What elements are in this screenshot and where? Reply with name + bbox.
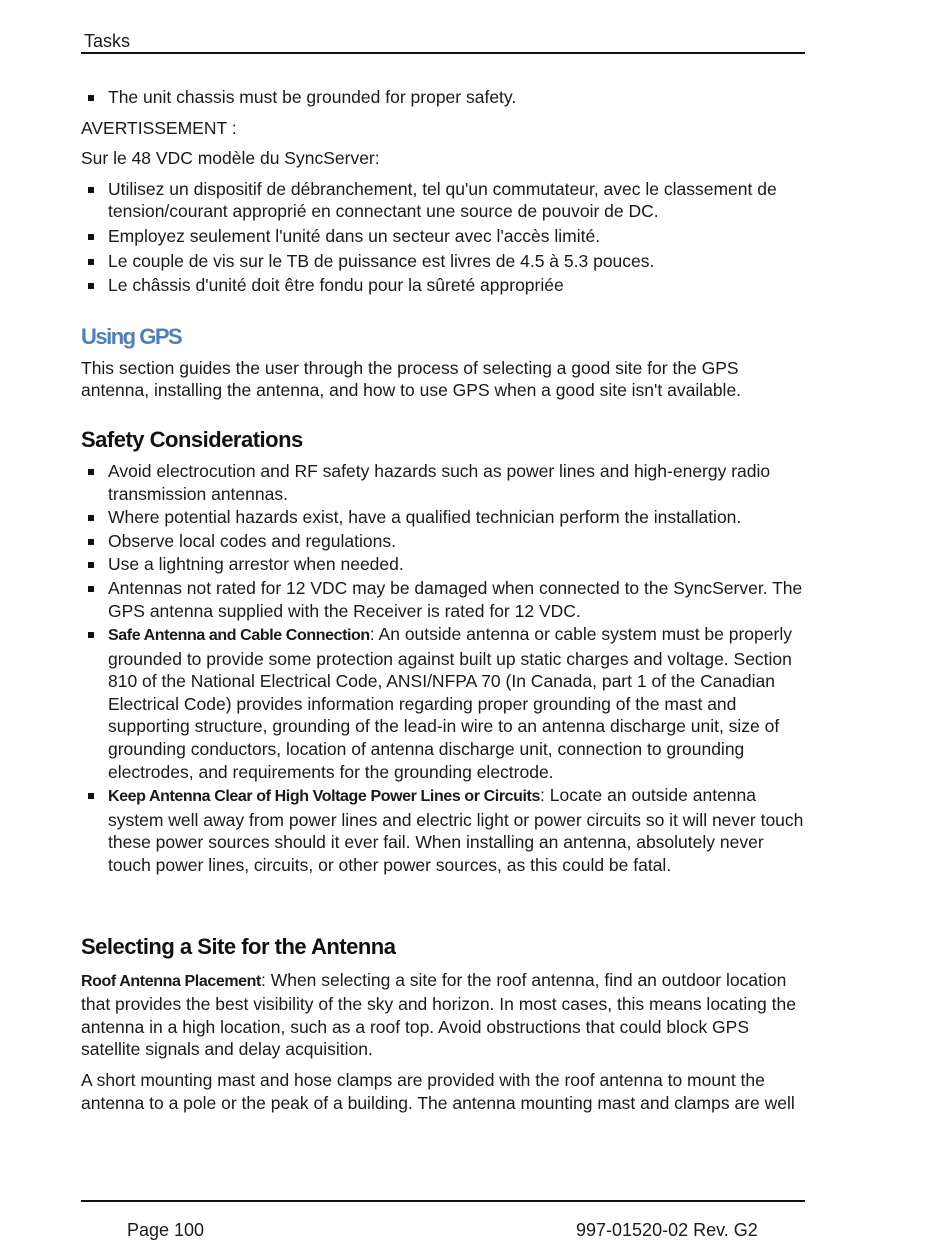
bullet-icon	[88, 515, 94, 521]
fr-warning-list	[81, 178, 805, 297]
header-rule	[81, 52, 805, 54]
page-body	[81, 86, 805, 1114]
using-gps-text: This section guides the user through the process of selecting a good site for the GPS antenna, installing the antenna, and how to use GPS when a good site isn't available.	[81, 357, 742, 401]
list-item: Safe Antenna and Cable Connection: An outside antenna or cable system must be properly grounded to provide some protection against built up static charges and voltage. Section 810 of the National Electrical Code, ANSI/NFPA 70 (In Canada, part 1 of the Canadian Electrical Code) provides information regarding proper grounding of the mast and supporting structure, grounding of the lead-in wire to an antenna discharge unit, size of grounding conductors, location of antenna discharge unit, connection to grounding electrodes, and requirements for the grounding electrode.	[81, 623, 805, 783]
safe-connection-label: Safe Antenna and Cable Connection	[108, 627, 370, 645]
keep-clear-label: Keep Antenna Clear of High Voltage Power Lines or Circuits	[108, 788, 540, 806]
document-id: 997-01520-02 Rev. G2	[576, 1220, 758, 1240]
bullet-icon	[88, 187, 94, 193]
bullet-icon	[88, 793, 94, 799]
list-item: Le couple de vis sur le TB de puissance est livres de 4.5 à 5.3 pouces.	[81, 250, 805, 273]
roof-placement-text: Roof Antenna Placement: When selecting a site for the roof antenna, find an outdoor location that provides the best visibility of the sky and horizon. In most cases, this means locating the antenna in a high location, such as a roof top. Avoid obstructions that could block GPS satellite signals and delay acquisition.	[81, 969, 796, 1060]
section-heading-site: Selecting a Site for the Antenna	[81, 933, 396, 959]
bullet-icon	[88, 283, 94, 289]
list-item: Employez seulement l'unité dans un secteur avec l'accès limité.	[81, 225, 805, 248]
avertissement-label: AVERTISSEMENT :	[81, 117, 237, 138]
section-heading-using-gps: Using GPS	[81, 323, 182, 349]
list-item: Use a lightning arrestor when needed.	[81, 553, 805, 576]
bullet-icon	[88, 562, 94, 568]
list-item: The unit chassis must be grounded for proper safety.	[81, 86, 805, 109]
intro-fr: Sur le 48 VDC modèle du SyncServer:	[81, 148, 380, 169]
list-item: Keep Antenna Clear of High Voltage Power Lines or Circuits: Locate an outside antenna system well away from power lines and electric light or power circuits so it will never touch these power sources should it ever fail. When installing an antenna, absolutely never touch power lines, circuits, or other power sources, as this could be fatal.	[81, 784, 805, 876]
safety-list	[81, 460, 805, 877]
list-item: Antennas not rated for 12 VDC may be damaged when connected to the SyncServer. The GPS antenna supplied with the Receiver is rated for 12 VDC.	[81, 577, 805, 622]
bullet-icon	[88, 469, 94, 475]
warning-list	[81, 86, 805, 109]
bullet-icon	[88, 539, 94, 545]
footer-rule	[81, 1200, 805, 1202]
list-item: Avoid electrocution and RF safety hazards such as power lines and high-energy radio transmission antennas.	[81, 460, 805, 505]
list-item: Observe local codes and regulations.	[81, 530, 805, 553]
bullet-icon	[88, 586, 94, 592]
running-header: Tasks	[84, 31, 131, 51]
bullet-icon	[88, 234, 94, 240]
roof-placement-label: Roof Antenna Placement	[81, 972, 261, 990]
bullet-icon	[88, 259, 94, 265]
list-item: Le châssis d'unité doit être fondu pour la sûreté appropriée	[81, 274, 805, 297]
mast-text: A short mounting mast and hose clamps are provided with the roof antenna to mount the antenna to a pole or the peak of a building. The antenna mounting mast and clamps are well	[81, 1070, 795, 1113]
list-item: Utilisez un dispositif de débranchement, tel qu'un commutateur, avec le classement de tension/courant approprié en connectant une source de pouvoir de DC.	[81, 178, 805, 223]
bullet-icon	[88, 95, 94, 101]
section-heading-safety: Safety Considerations	[81, 426, 303, 452]
page-number: Page 100	[127, 1220, 205, 1240]
bullet-icon	[88, 632, 94, 638]
list-item: Where potential hazards exist, have a qualified technician perform the installation.	[81, 506, 805, 529]
